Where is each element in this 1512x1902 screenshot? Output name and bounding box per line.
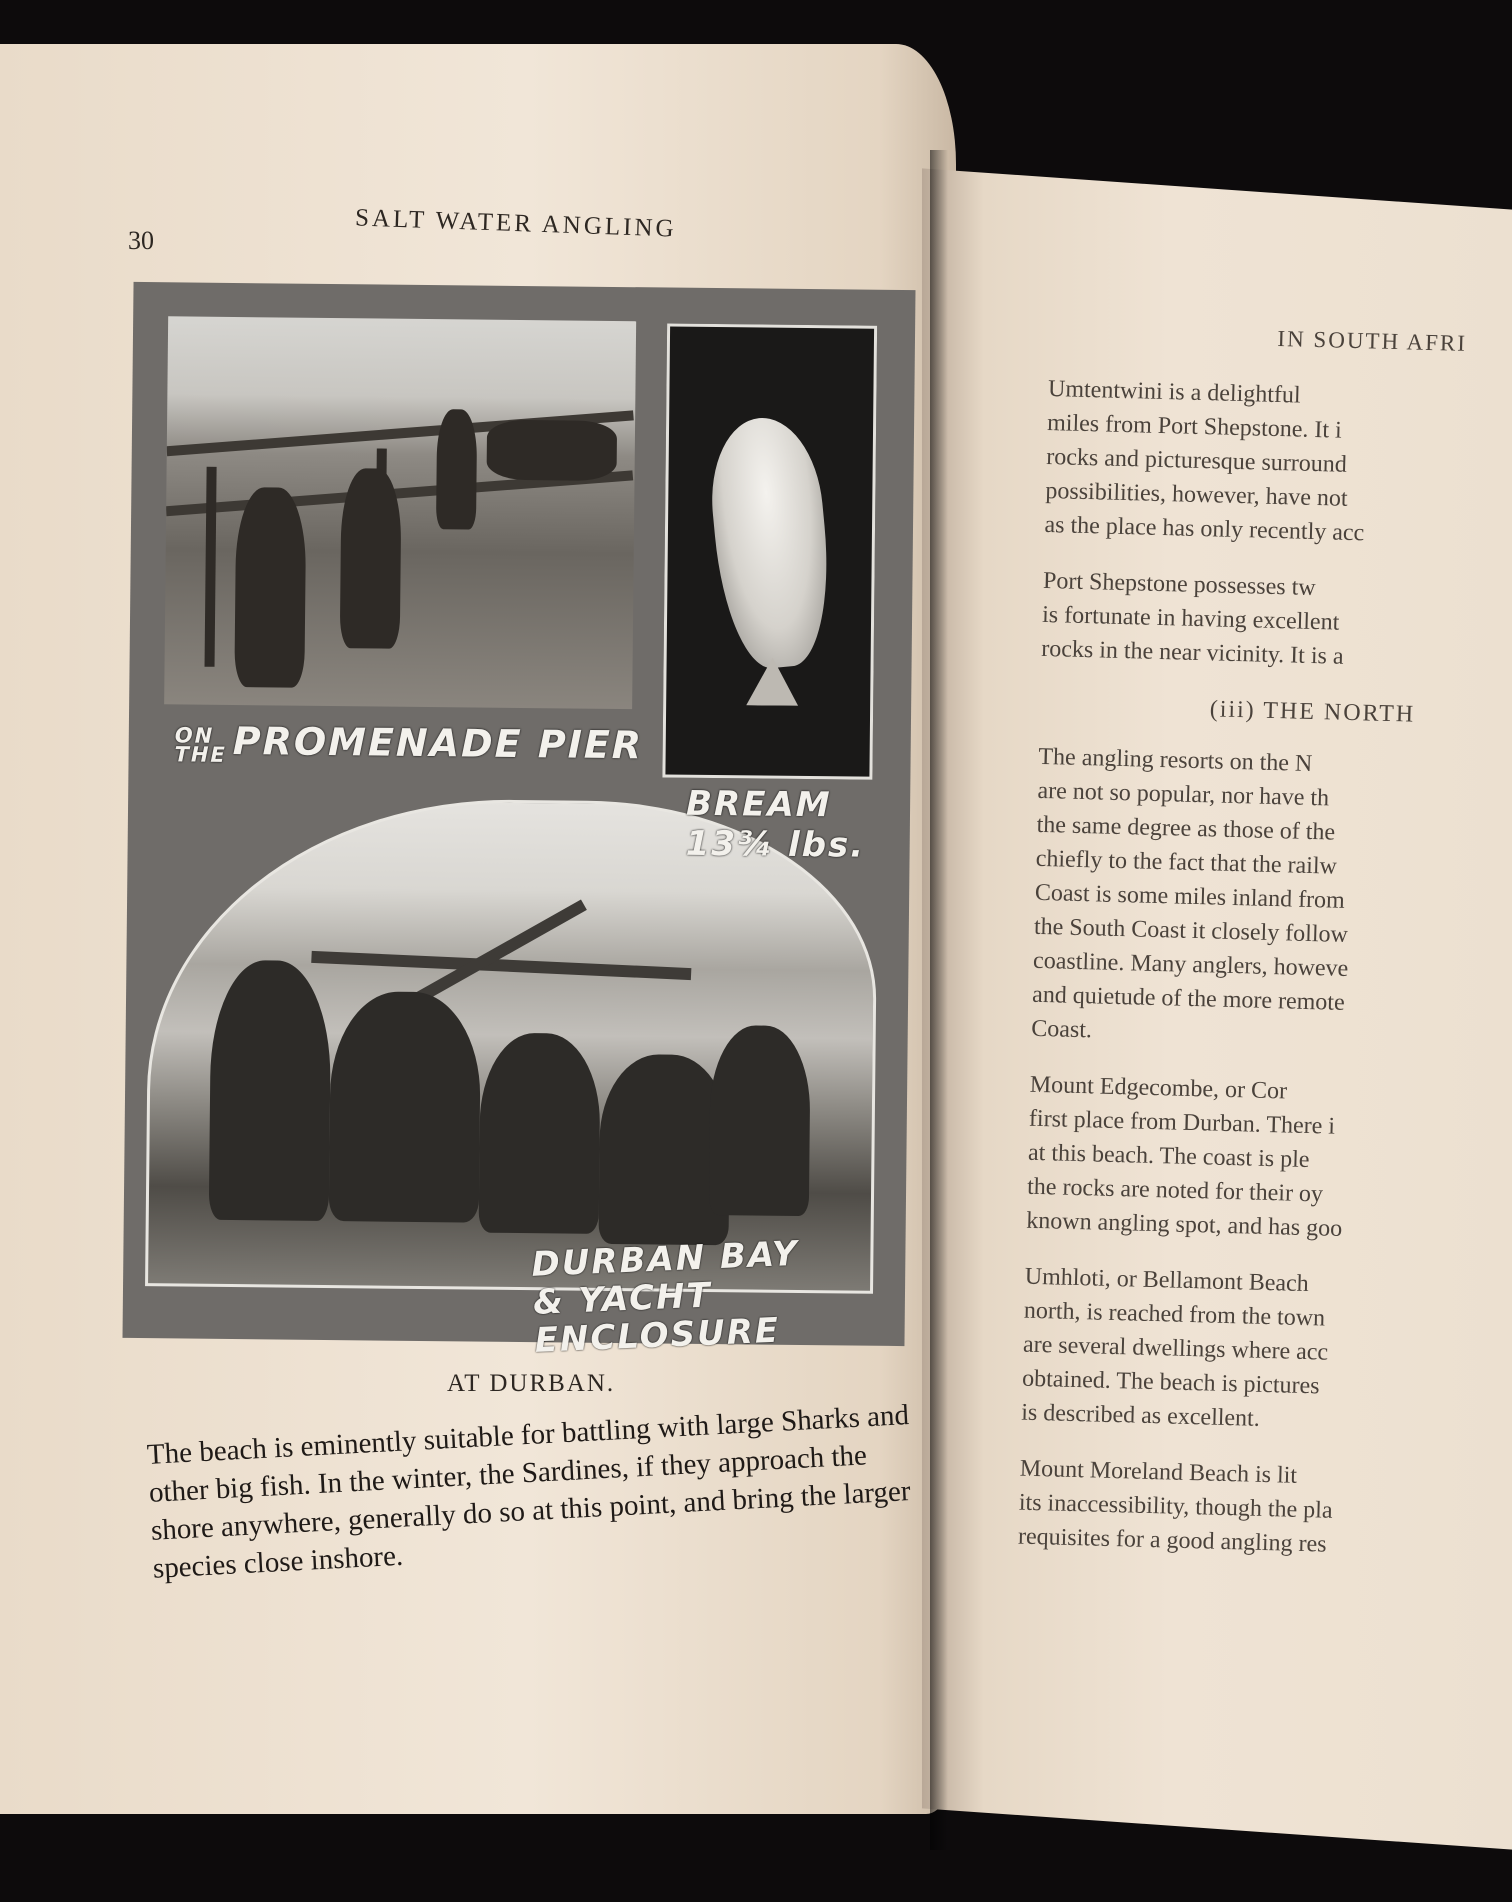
bream-photo: [662, 324, 877, 780]
photo-plate: [122, 282, 915, 1361]
pine-tree: [709, 1025, 811, 1216]
line: rocks and picturesque surround: [1045, 443, 1348, 478]
line: is described as excellent.: [1020, 1399, 1261, 1432]
line: is fortunate in having excellent: [1041, 601, 1340, 636]
paragraph-umtentwini: [1044, 372, 1512, 556]
line: rocks in the near vicinity. It is a: [1040, 635, 1344, 670]
angler-figure: [340, 468, 402, 649]
line: the South Coast it closely follow: [1033, 913, 1349, 949]
line: known angling spot, and has goo: [1025, 1207, 1343, 1242]
line: are several dwellings where acc: [1022, 1331, 1329, 1366]
line: requisites for a good angling res: [1017, 1523, 1327, 1558]
line: chiefly to the fact that the railw: [1035, 845, 1338, 880]
line: Port Shepstone possesses tw: [1042, 567, 1316, 602]
section-heading: (iii) THE NORTH: [1209, 696, 1416, 728]
bay-caption: [531, 1230, 907, 1359]
paragraph-port-shepstone: [1041, 564, 1512, 680]
paragraph-mount-edgecombe: [1026, 1068, 1512, 1252]
pine-tree: [479, 1033, 601, 1234]
line: Coast is some miles inland from: [1034, 879, 1346, 914]
line: miles from Port Shepstone. It i: [1046, 409, 1343, 444]
line: Umtentwini is a delightful: [1047, 375, 1301, 409]
line: the same degree as those of the: [1036, 811, 1336, 846]
line: the rocks are noted for their oy: [1026, 1173, 1324, 1208]
bream-caption: BREAM 13¾ lbs.: [685, 783, 866, 866]
bay-caption-line2: & YACHT ENCLOSURE: [532, 1275, 781, 1361]
book-gutter: [930, 150, 948, 1850]
plate-caption: AT DURBAN.: [447, 1370, 616, 1397]
line: Mount Edgecombe, or Cor: [1029, 1071, 1288, 1105]
line: are not so popular, nor have th: [1037, 777, 1330, 812]
fish-shape: [704, 413, 837, 672]
angler-figure: [436, 409, 477, 529]
page-number: 30: [128, 226, 154, 255]
right-page-text: [1017, 316, 1512, 1589]
angler-figure: [234, 487, 306, 688]
crowd-figures: [486, 420, 617, 481]
bay-photo: [145, 796, 878, 1294]
line: coastline. Many anglers, howeve: [1032, 947, 1349, 983]
pine-tree: [329, 991, 481, 1223]
line: north, is reached from the town: [1023, 1297, 1326, 1332]
line: first place from Durban. There i: [1028, 1105, 1336, 1140]
line: Mount Moreland Beach is lit: [1019, 1455, 1298, 1489]
line: and quietude of the more remote: [1031, 981, 1346, 1016]
pier-post: [205, 467, 217, 667]
pier-caption: PROMENADE PIER: [232, 718, 644, 768]
line: its inaccessibility, though the pla: [1018, 1489, 1333, 1524]
left-body-text: The beach is eminently suitable for battling with large Sharks and other big fish. In the winter, the Sardines, if they approach the shore anywhere, generally do so at this point, and bring the larger species close inshore.: [146, 1399, 912, 1585]
paragraph-north-coast: [1031, 740, 1512, 1060]
paragraph-mount-moreland: [1018, 1452, 1512, 1568]
line: as the place has only recently acc: [1044, 511, 1365, 547]
line: possibilities, however, have not: [1045, 477, 1348, 512]
bay-caption-line1: DURBAN BAY: [530, 1233, 800, 1285]
running-head-right: IN SOUTH AFRI: [1277, 325, 1468, 356]
line: Umhloti, or Bellamont Beach: [1024, 1263, 1310, 1298]
line: at this beach. The coast is ple: [1027, 1139, 1310, 1174]
pier-caption-prefix: ON THE: [174, 723, 227, 767]
paragraph-umhloti: [1021, 1260, 1512, 1444]
line: obtained. The beach is pictures: [1021, 1365, 1320, 1400]
running-head-left: SALT WATER ANGLING: [354, 204, 678, 243]
pine-tree: [209, 960, 332, 1221]
line: The angling resorts on the N: [1038, 743, 1313, 778]
pier-photo: [164, 316, 636, 709]
line: Coast.: [1030, 1015, 1093, 1044]
